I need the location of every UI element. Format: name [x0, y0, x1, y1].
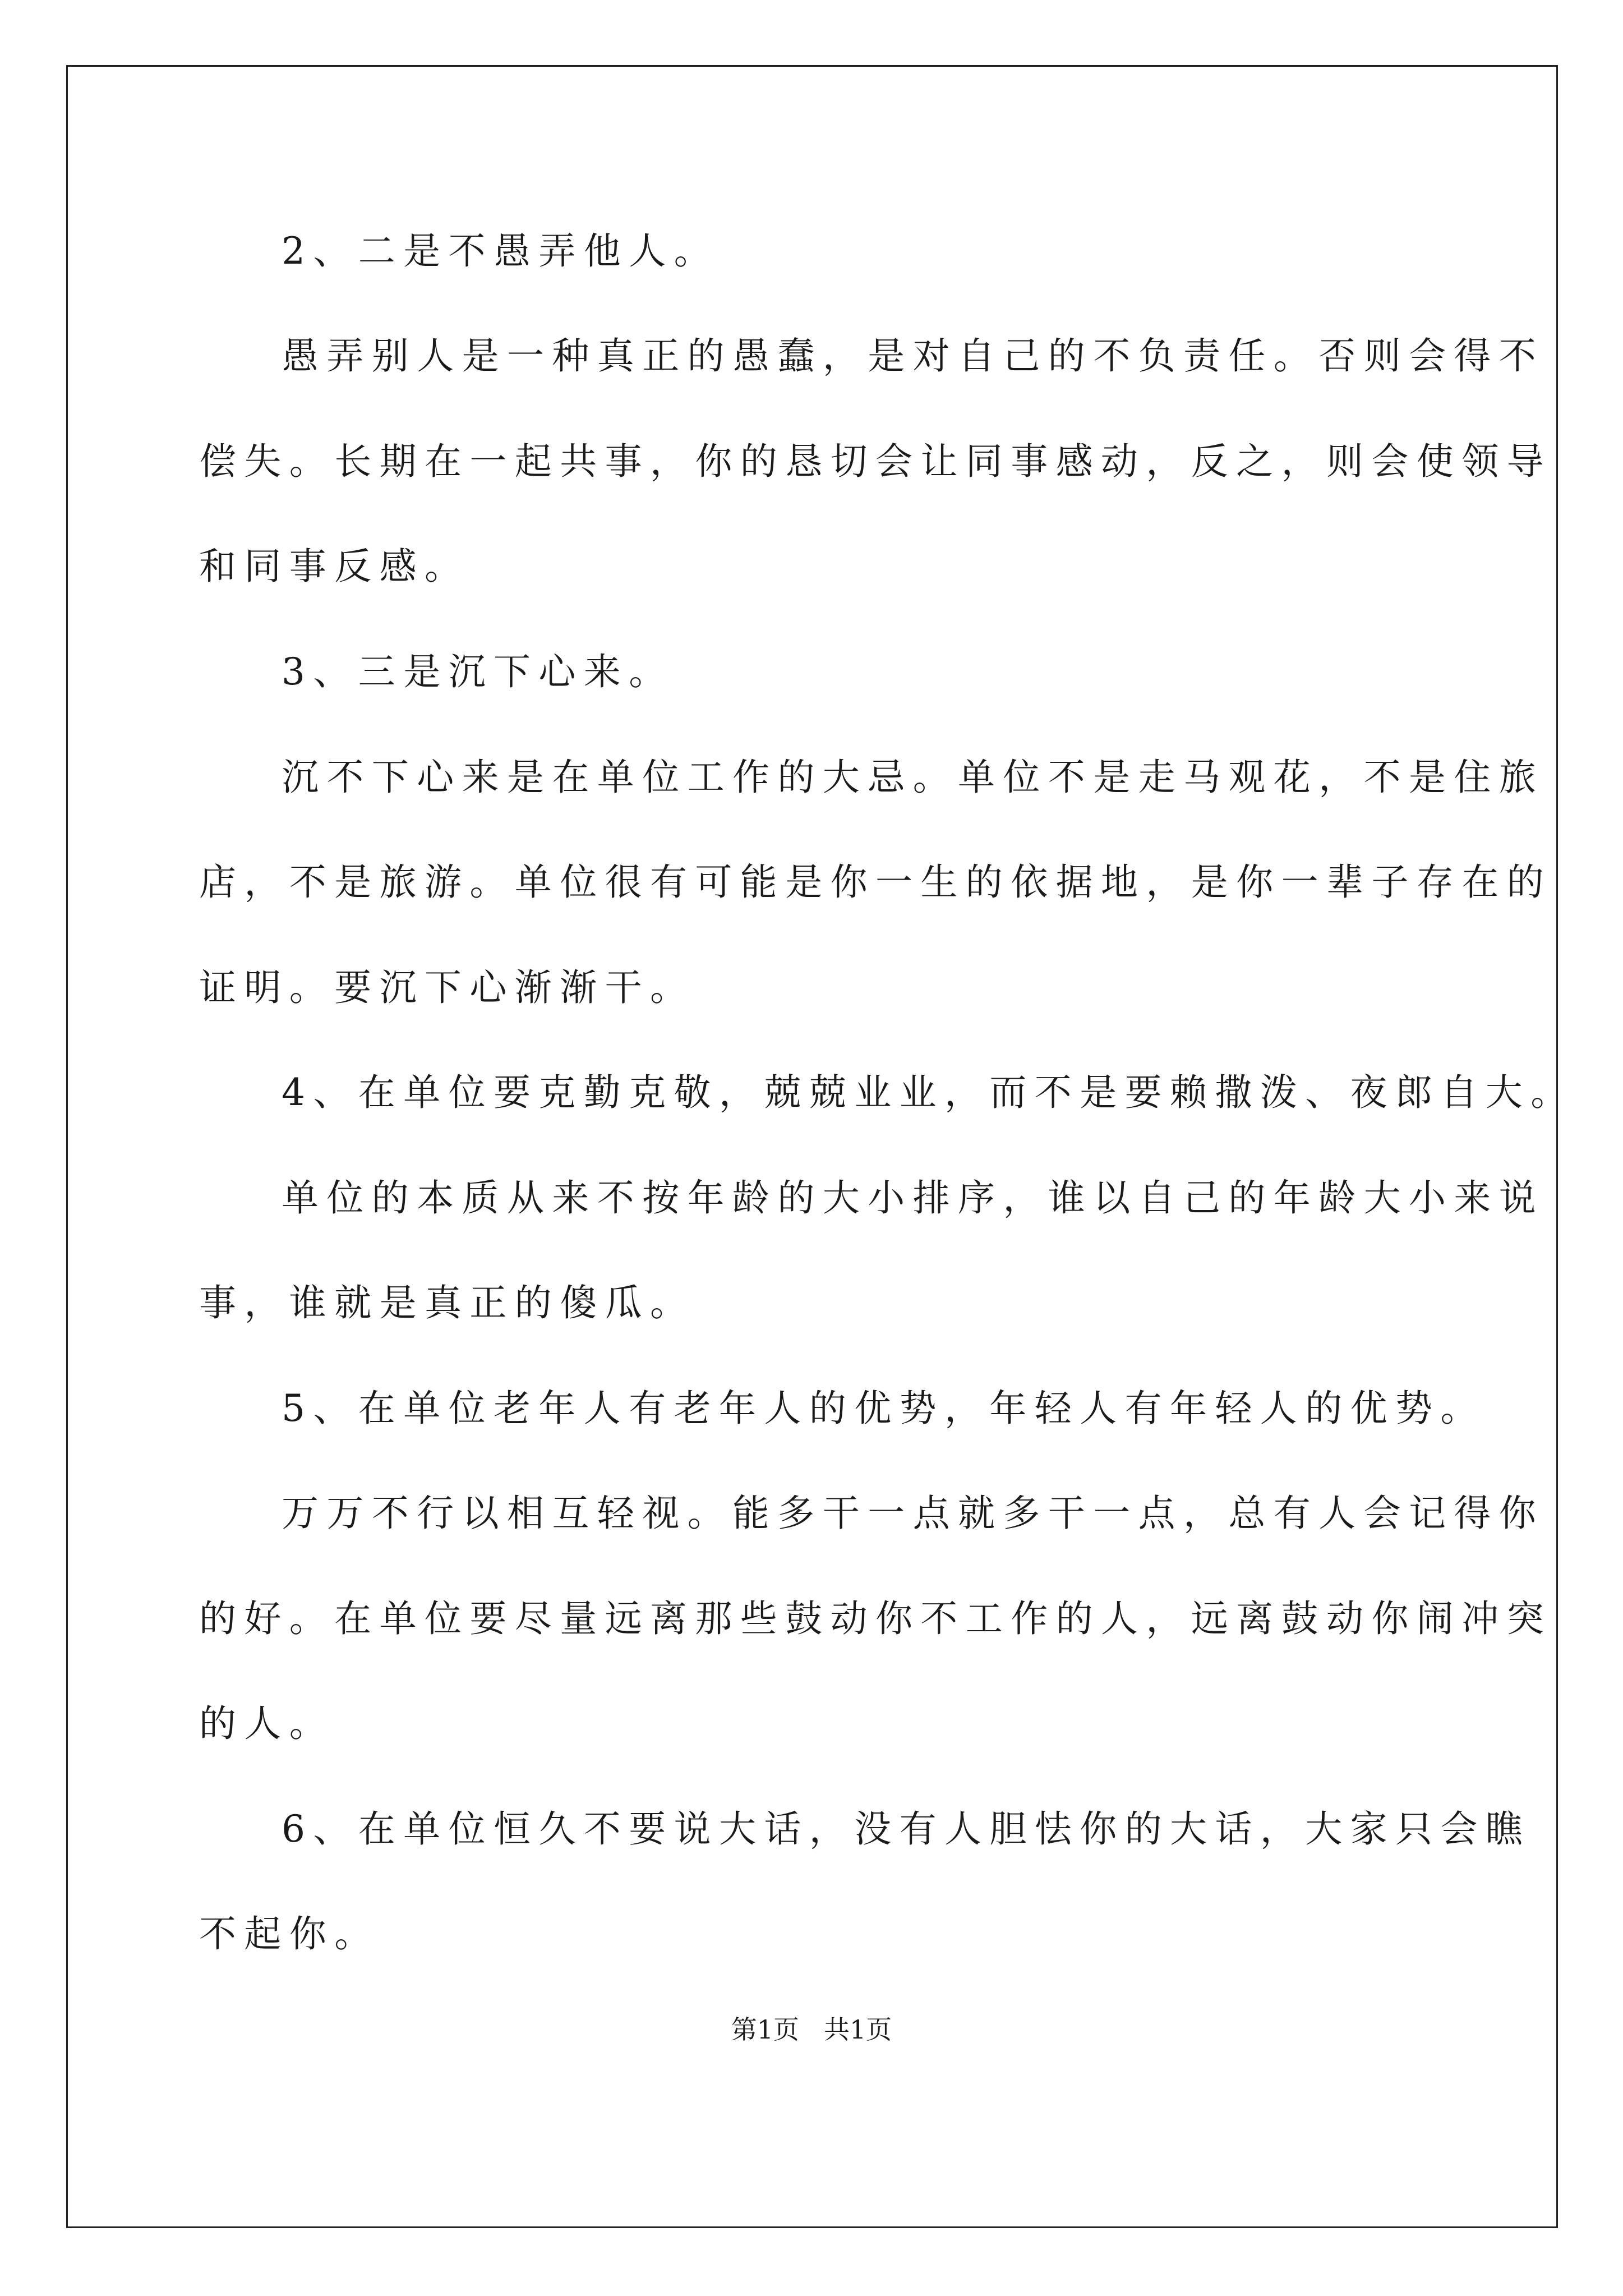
paragraph-line: 证明。要沉下心渐渐干。 — [199, 966, 695, 1009]
paragraph-line: 2、二是不愚弄他人。 — [282, 229, 719, 273]
paragraph-line: 愚弄别人是一种真正的愚蠢，是对自己的不负责任。否则会得不 — [282, 334, 1544, 378]
paragraph-line: 的好。在单位要尽量远离那些鼓动你不工作的人，远离鼓动你闹冲突 — [199, 1597, 1552, 1640]
paragraph-line: 偿失。长期在一起共事，你的恳切会让同事感动，反之，则会使领导 — [199, 440, 1552, 483]
page-total: 共1页 — [823, 2014, 892, 2045]
paragraph-line: 4、在单位要克勤克敬，兢兢业业，而不是要赖撒泼、夜郎自大。 — [282, 1071, 1576, 1114]
paragraph-line: 5、在单位老年人有老年人的优势，年轻人有年轻人的优势。 — [282, 1387, 1486, 1430]
page-border — [66, 65, 1558, 2228]
page-footer — [0, 2014, 1623, 2045]
page-number: 第1页 — [731, 2014, 800, 2045]
paragraph-line: 3、三是沉下心来。 — [282, 650, 674, 693]
paragraph-line: 沉不下心来是在单位工作的大忌。单位不是走马观花，不是住旅 — [282, 756, 1544, 799]
paragraph-line: 不起你。 — [199, 1912, 380, 1955]
paragraph-line: 和同事反感。 — [199, 545, 470, 588]
paragraph-line: 万万不行以相互轻视。能多干一点就多干一点，总有人会记得你 — [282, 1492, 1544, 1535]
paragraph-line: 的人。 — [199, 1702, 335, 1745]
paragraph-line: 店，不是旅游。单位很有可能是你一生的依据地，是你一辈子存在的 — [199, 861, 1552, 904]
paragraph-line: 事，谁就是真正的傻瓜。 — [199, 1281, 695, 1324]
paragraph-line: 单位的本质从来不按年龄的大小排序，谁以自己的年龄大小来说 — [282, 1176, 1544, 1220]
paragraph-line: 6、在单位恒久不要说大话，没有人胆怯你的大话，大家只会瞧 — [282, 1807, 1531, 1851]
